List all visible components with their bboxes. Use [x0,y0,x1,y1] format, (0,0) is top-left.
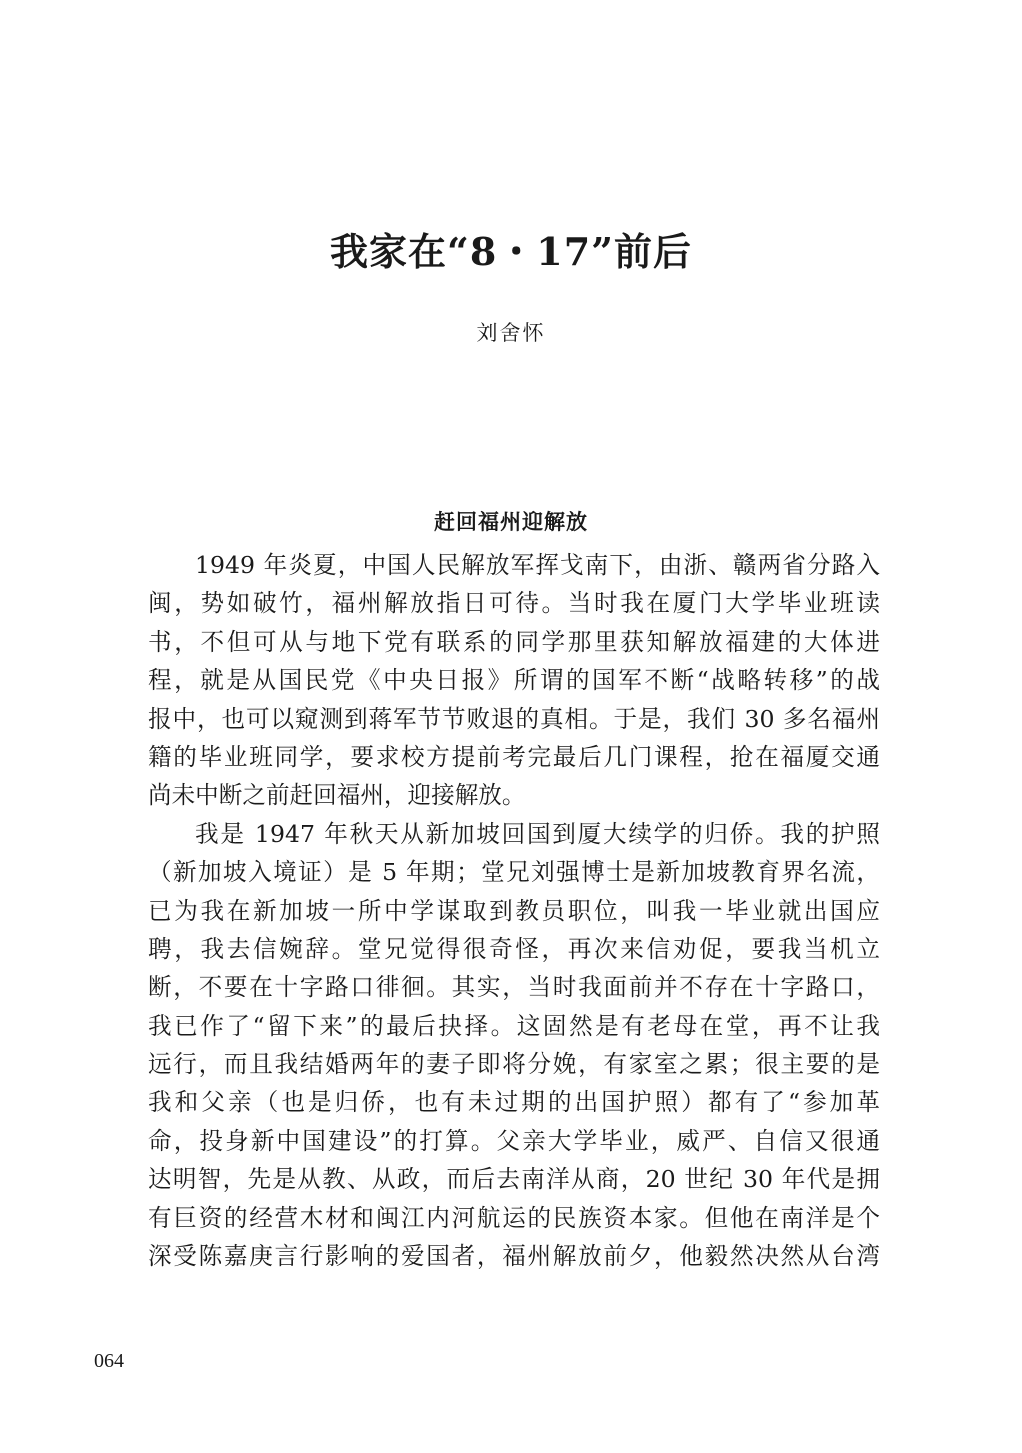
body-line: 深受陈嘉庚言行影响的爱国者，福州解放前夕，他毅然决然从台湾 [148,1242,880,1271]
article-title: 我家在“8・17”前后 [329,229,693,274]
body-line: 达明智，先是从教、从政，而后去南洋从商，20 世纪 30 年代是拥 [148,1165,880,1194]
section-heading: 赶回福州迎解放 [434,509,588,534]
body-line: 我和父亲（也是归侨，也有未过期的出国护照）都有了“参加革 [148,1088,880,1117]
body-line: （新加坡入境证）是 5 年期；堂兄刘强博士是新加坡教育界名流， [148,858,880,887]
body-line: 籍的毕业班同学，要求校方提前考完最后几门课程，抢在福厦交通 [148,742,880,771]
body-line: 有巨资的经营木材和闽江内河航运的民族资本家。但他在南洋是个 [148,1203,880,1232]
page-number: 064 [94,1350,124,1372]
body-line: 闽，势如破竹，福州解放指日可待。当时我在厦门大学毕业班读 [148,589,880,618]
body-line: 远行，而且我结婚两年的妻子即将分娩，有家室之累；很主要的是 [148,1050,880,1079]
body-line: 聘，我去信婉辞。堂兄觉得很奇怪，再次来信劝促，要我当机立 [148,934,880,963]
body-line: 报中，也可以窥测到蒋军节节败退的真相。于是，我们 30 多名福州 [148,704,880,733]
body-line: 1949 年炎夏，中国人民解放军挥戈南下，由浙、赣两省分路入 [195,551,880,579]
article-author: 刘舍怀 [476,321,546,345]
body-line: 命，投身新中国建设”的打算。父亲大学毕业，威严、自信又很通 [148,1126,880,1155]
body-line: 我已作了“留下来”的最后抉择。这固然是有老母在堂，再不让我 [148,1011,880,1040]
body-line: 书，不但可从与地下党有联系的同学那里获知解放福建的大体进 [148,627,880,656]
article-body [148,546,880,1275]
body-line: 我是 1947 年秋天从新加坡回国到厦大续学的归侨。我的护照 [195,819,880,848]
body-line: 已为我在新加坡一所中学谋取到教员职位，叫我一毕业就出国应 [148,896,880,925]
body-line: 程，就是从国民党《中央日报》所谓的国军不断“战略转移”的战 [148,666,880,695]
body-line: 尚未中断之前赶回福州，迎接解放。 [148,781,526,810]
body-line: 断，不要在十字路口徘徊。其实，当时我面前并不存在十字路口， [148,973,880,1002]
